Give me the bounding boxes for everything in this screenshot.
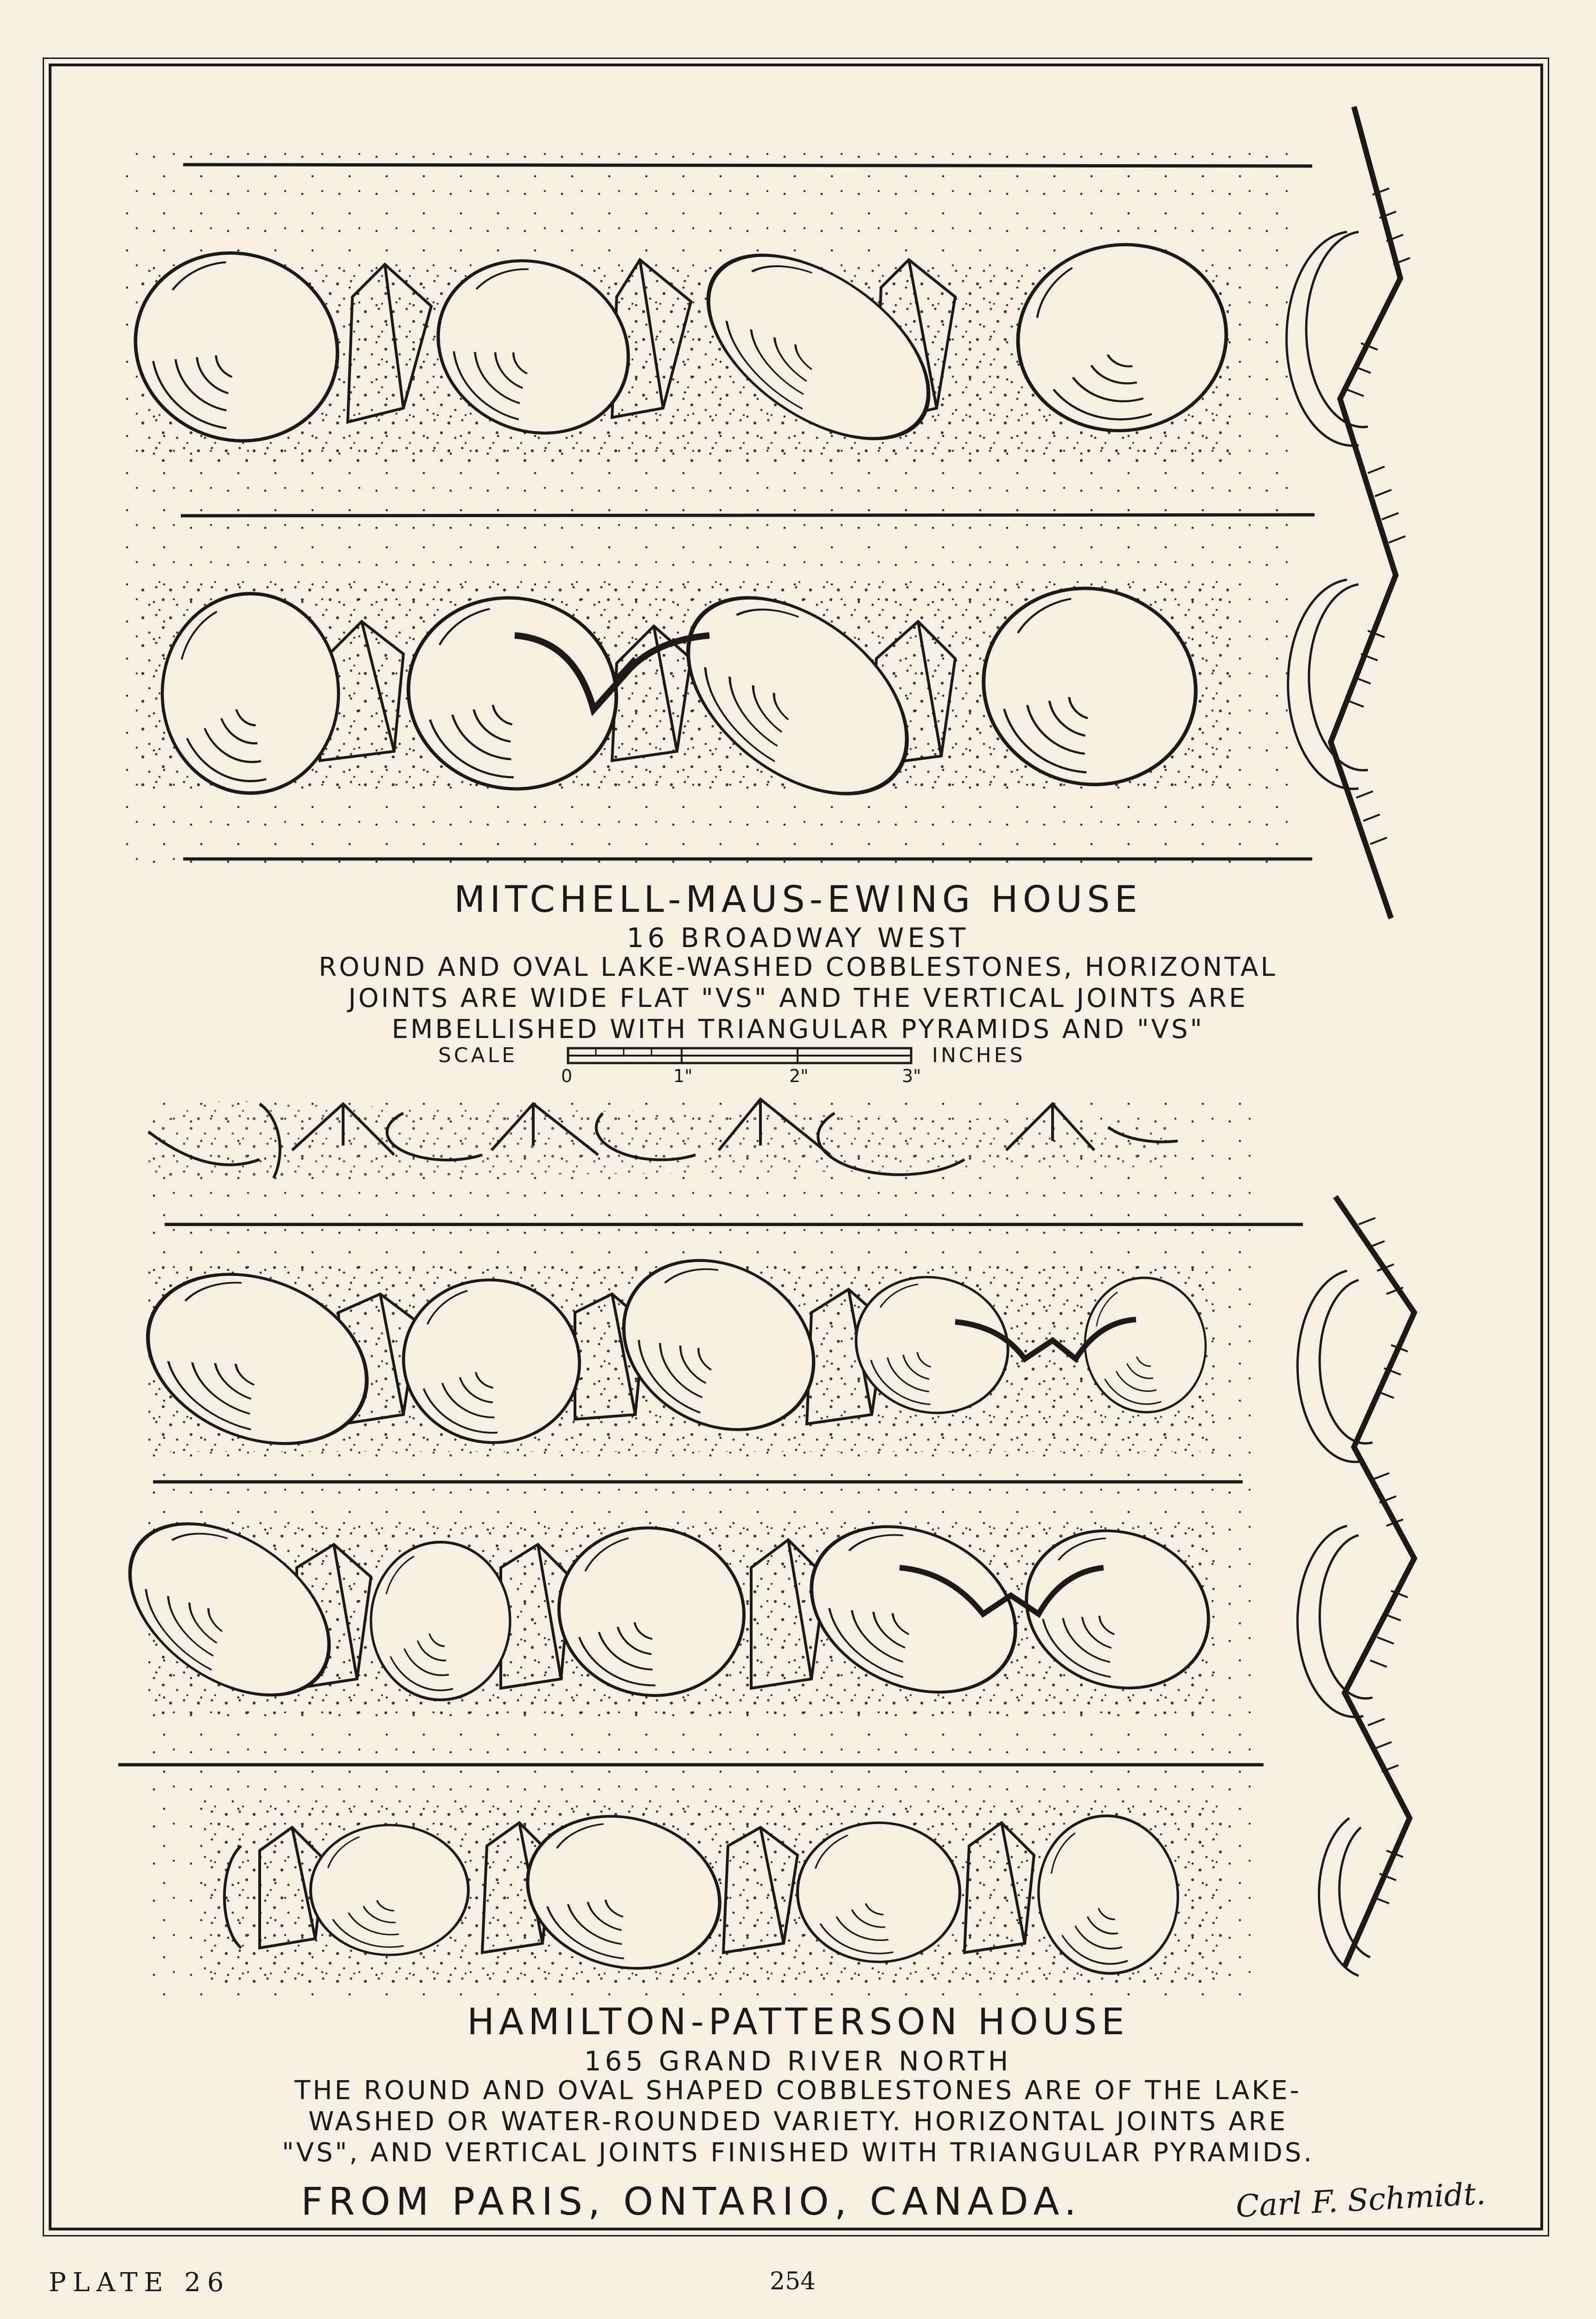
upper-house-title: MITCHELL-MAUS-EWING HOUSE: [454, 879, 1142, 921]
upper-description-line: ROUND AND OVAL LAKE-WASHED COBBLESTONES, HORIZONTAL: [319, 952, 1277, 982]
scale-tick-label: 1": [673, 1066, 693, 1086]
scale-bar: [568, 1048, 911, 1063]
artist-signature: Carl F. Schmidt.: [1235, 2175, 1487, 2225]
lower-house-title: HAMILTON-PATTERSON HOUSE: [467, 2001, 1129, 2043]
location-line: FROM PARIS, ONTARIO, CANADA.: [301, 2180, 1082, 2224]
plate-label: PLATE 26: [49, 2268, 230, 2298]
lower-description-line: THE ROUND AND OVAL SHAPED COBBLESTONES ARE OF THE LAKE-: [294, 2076, 1302, 2106]
upper-elevation: [109, 107, 1410, 918]
lower-description-line: "VS", AND VERTICAL JOINTS FINISHED WITH TRIANGULAR PYRAMIDS.: [281, 2138, 1315, 2168]
lower-description-line: WASHED OR WATER-ROUNDED VARIETY. HORIZONTAL JOINTS ARE: [308, 2107, 1288, 2137]
upper-house-address: 16 BROADWAY WEST: [626, 922, 970, 954]
scale-tick-label: 2": [789, 1066, 809, 1086]
scale-unit: INCHES: [932, 1044, 1026, 1067]
scale-label: SCALE: [438, 1044, 518, 1067]
upper-description-line: JOINTS ARE WIDE FLAT "VS" AND THE VERTICAL JOINTS ARE: [348, 983, 1248, 1013]
upper-description-line: EMBELLISHED WITH TRIANGULAR PYRAMIDS AND "VS": [391, 1014, 1205, 1044]
lower-house-address: 165 GRAND RIVER NORTH: [584, 2045, 1012, 2077]
scale-tick-label: 3": [902, 1066, 921, 1086]
page-number: 254: [770, 2268, 816, 2295]
lower-elevation: [98, 1085, 1414, 2004]
scale-tick-label: 0: [561, 1066, 573, 1086]
